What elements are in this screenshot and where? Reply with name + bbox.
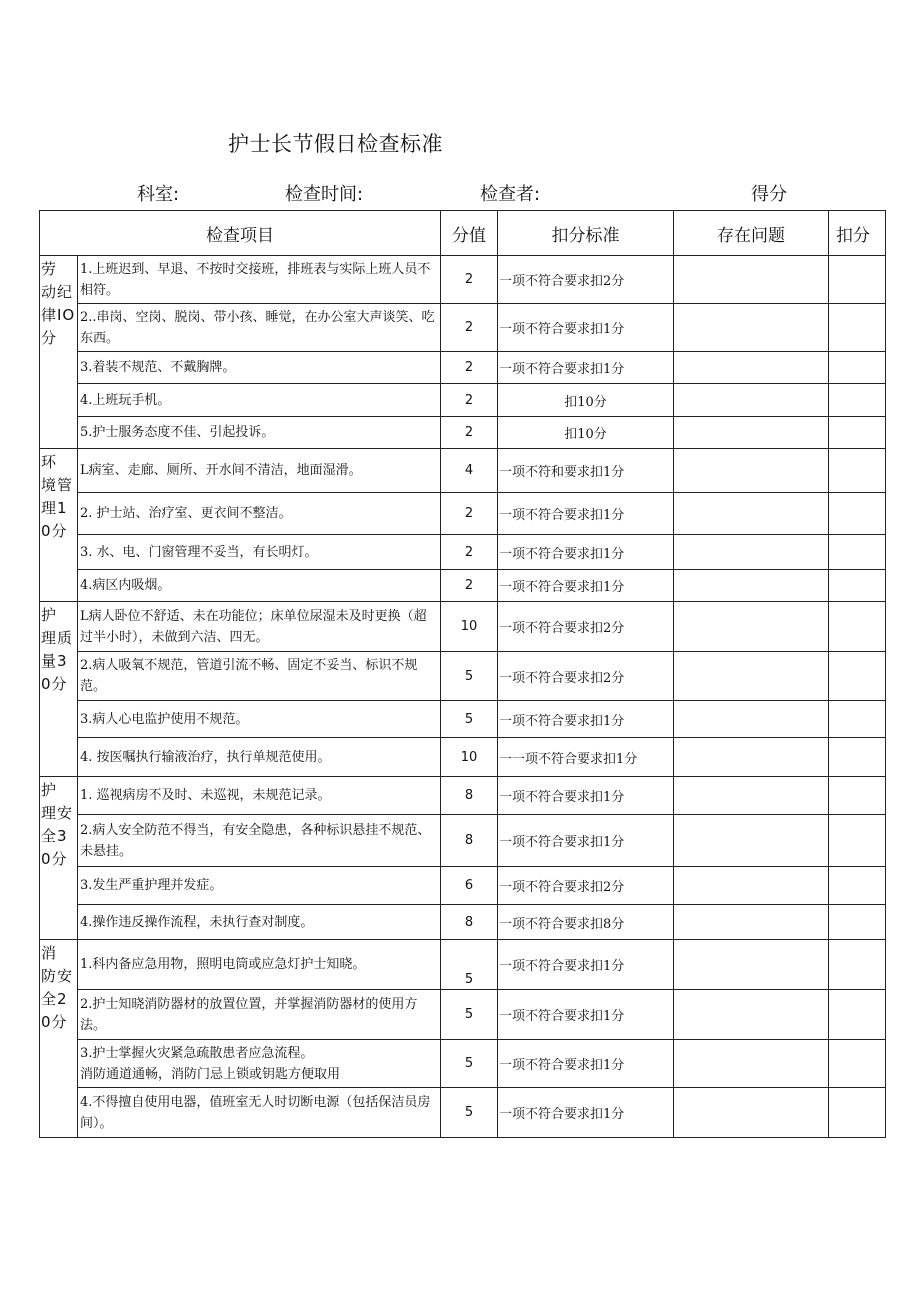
item-value: 2	[441, 535, 498, 570]
issue-cell[interactable]	[674, 652, 829, 701]
table-row	[40, 384, 886, 417]
table-row	[40, 449, 886, 493]
item-value: 5	[441, 701, 498, 738]
deduction-standard: 扣10分	[498, 384, 674, 417]
issue-cell[interactable]	[674, 384, 829, 417]
deduction-standard: 一项不符合要求扣1分	[498, 535, 674, 570]
issue-cell[interactable]	[674, 1088, 829, 1138]
table-row	[40, 493, 886, 535]
deduct-cell[interactable]	[829, 1088, 886, 1138]
check-item: 1.上班迟到、早退、不按时交接班，排班表与实际上班人员不相符。	[78, 256, 441, 304]
issue-cell[interactable]	[674, 535, 829, 570]
category-nursing-quality: 护 理质量30分	[40, 602, 78, 777]
check-item: 2. 护士站、治疗室、更衣间不整洁。	[78, 493, 441, 535]
issue-cell[interactable]	[674, 417, 829, 449]
category-labor-discipline: 劳 动纪律IO分	[40, 256, 78, 449]
issue-cell[interactable]	[674, 777, 829, 815]
deduction-standard: 一项不符合要求扣1分	[498, 352, 674, 384]
issue-cell[interactable]	[674, 493, 829, 535]
table-row	[40, 940, 886, 990]
deduct-cell[interactable]	[829, 352, 886, 384]
check-item: 2.护士知晓消防器材的放置位置，并掌握消防器材的使用方法。	[78, 990, 441, 1040]
issue-cell[interactable]	[674, 256, 829, 304]
deduct-cell[interactable]	[829, 652, 886, 701]
deduction-standard: 一项不符合要求扣1分	[498, 493, 674, 535]
table-header-row	[40, 211, 886, 256]
check-time-label: 检查时间:	[285, 184, 364, 205]
deduction-standard: 一项不符合要求扣1分	[498, 990, 674, 1040]
item-value: 5	[441, 1040, 498, 1088]
item-value: 8	[441, 905, 498, 940]
check-item: 3.发生严重护理并发症。	[78, 867, 441, 905]
check-item: L病人卧位不舒适、未在功能位；床单位尿湿未及时更换（超过半小时），未做到六洁、四无。	[78, 602, 441, 652]
deduction-standard: 一项不符合要求扣1分	[498, 570, 674, 602]
header-deduct: 扣分	[829, 211, 886, 256]
check-item: 3.护士掌握火灾紧急疏散患者应急流程。 消防通道通畅，消防门忌上锁或钥匙方便取用	[78, 1040, 441, 1088]
issue-cell[interactable]	[674, 867, 829, 905]
table-row	[40, 738, 886, 777]
table-row	[40, 815, 886, 867]
issue-cell[interactable]	[674, 570, 829, 602]
table-row	[40, 867, 886, 905]
check-item: 2.病人吸氧不规范，管道引流不畅、固定不妥当、标识不规范。	[78, 652, 441, 701]
check-item: 3.病人心电监护使用不规范。	[78, 701, 441, 738]
check-item: L病室、走廊、厕所、开水间不清洁，地面湿滑。	[78, 449, 441, 493]
deduct-cell[interactable]	[829, 304, 886, 352]
deduct-cell[interactable]	[829, 940, 886, 990]
score-label: 得分	[751, 184, 787, 205]
deduction-standard: 一项不符合要求扣1分	[498, 940, 674, 990]
table-row	[40, 417, 886, 449]
item-value: 2	[441, 493, 498, 535]
deduction-standard: 一项不符合要求扣2分	[498, 256, 674, 304]
item-value: 6	[441, 867, 498, 905]
item-value: 2	[441, 570, 498, 602]
item-value: 10	[441, 602, 498, 652]
issue-cell[interactable]	[674, 990, 829, 1040]
deduction-standard: 一项不符合要求扣1分	[498, 304, 674, 352]
table-row	[40, 777, 886, 815]
deduction-standard: 一项不符合要求扣1分	[498, 777, 674, 815]
check-item: 4.上班玩手机。	[78, 384, 441, 417]
header-issue: 存在问题	[674, 211, 829, 256]
table-row	[40, 652, 886, 701]
deduction-standard: 扣10分	[498, 417, 674, 449]
table-row	[40, 304, 886, 352]
check-item: 1.科内备应急用物，照明电筒或应急灯护士知晓。	[78, 940, 441, 990]
deduct-cell[interactable]	[829, 570, 886, 602]
deduct-cell[interactable]	[829, 384, 886, 417]
deduction-standard: 一项不符合要求扣1分	[498, 1088, 674, 1138]
table-row	[40, 990, 886, 1040]
table-row	[40, 535, 886, 570]
item-value: 2	[441, 417, 498, 449]
issue-cell[interactable]	[674, 1040, 829, 1088]
check-item: 4. 按医嘱执行输液治疗，执行单规范使用。	[78, 738, 441, 777]
deduction-standard: 一项不符合要求扣2分	[498, 602, 674, 652]
issue-cell[interactable]	[674, 449, 829, 493]
table-row	[40, 570, 886, 602]
deduction-standard: 一项不符合要求扣1分	[498, 701, 674, 738]
check-item: 3. 水、电、门窗管理不妥当，有长明灯。	[78, 535, 441, 570]
table-row	[40, 352, 886, 384]
deduct-cell[interactable]	[829, 815, 886, 867]
item-value: 8	[441, 815, 498, 867]
deduction-standard: 一项不符合要求扣8分	[498, 905, 674, 940]
deduction-standard: 一项不符合要求扣2分	[498, 652, 674, 701]
deduct-cell[interactable]	[829, 256, 886, 304]
check-item: 4.不得擅自使用电器，值班室无人时切断电源（包括保洁员房间）。	[78, 1088, 441, 1138]
item-value: 2	[441, 352, 498, 384]
deduct-cell[interactable]	[829, 417, 886, 449]
deduct-cell[interactable]	[829, 535, 886, 570]
deduct-cell[interactable]	[829, 990, 886, 1040]
inspection-table	[39, 210, 886, 1138]
check-item: 2.病人安全防范不得当，有安全隐患，各种标识悬挂不规范、未悬挂。	[78, 815, 441, 867]
deduction-standard: 一项不符合要求扣1分	[498, 1040, 674, 1088]
check-item: 3.着装不规范、不戴胸牌。	[78, 352, 441, 384]
table-row	[40, 602, 886, 652]
header-standard: 扣分标准	[498, 211, 674, 256]
deduct-cell[interactable]	[829, 738, 886, 777]
issue-cell[interactable]	[674, 304, 829, 352]
check-item: 4.操作违反操作流程，未执行查对制度。	[78, 905, 441, 940]
deduction-standard: 一项不符合要求扣2分	[498, 867, 674, 905]
deduct-cell[interactable]	[829, 1040, 886, 1088]
category-fire-safety: 消 防安全20分	[40, 940, 78, 1138]
category-environment: 环 境管理10分	[40, 449, 78, 602]
check-item: 2..串岗、空岗、脱岗、带小孩、睡觉，在办公室大声谈笑、吃东西。	[78, 304, 441, 352]
deduction-standard: 一项不符和要求扣1分	[498, 449, 674, 493]
deduct-cell[interactable]	[829, 701, 886, 738]
item-value: 8	[441, 777, 498, 815]
item-value: 2	[441, 256, 498, 304]
table-row	[40, 701, 886, 738]
issue-cell[interactable]	[674, 352, 829, 384]
check-item: 4.病区内吸烟。	[78, 570, 441, 602]
deduct-cell[interactable]	[829, 777, 886, 815]
deduct-cell[interactable]	[829, 493, 886, 535]
item-value: 2	[441, 384, 498, 417]
issue-cell[interactable]	[674, 738, 829, 777]
category-nursing-safety: 护 理安全30分	[40, 777, 78, 940]
item-value: 5	[441, 990, 498, 1040]
issue-cell[interactable]	[674, 701, 829, 738]
deduction-standard: 一一项不符合要求扣1分	[498, 738, 674, 777]
header-value: 分值	[441, 211, 498, 256]
page-title: 护士长节假日检查标准	[228, 132, 443, 156]
item-value: 10	[441, 738, 498, 777]
issue-cell[interactable]	[674, 602, 829, 652]
deduction-standard: 一项不符合要求扣1分	[498, 815, 674, 867]
deduct-cell[interactable]	[829, 905, 886, 940]
table-row	[40, 905, 886, 940]
issue-cell[interactable]	[674, 905, 829, 940]
check-item: 1. 巡视病房不及时、未巡视，未规范记录。	[78, 777, 441, 815]
item-value: 2	[441, 304, 498, 352]
table-row	[40, 256, 886, 304]
table-row	[40, 1088, 886, 1138]
item-value: 5	[441, 652, 498, 701]
item-value: 5	[441, 1088, 498, 1138]
deduct-cell[interactable]	[829, 602, 886, 652]
table-row	[40, 1040, 886, 1088]
issue-cell[interactable]	[674, 815, 829, 867]
deduct-cell[interactable]	[829, 867, 886, 905]
issue-cell[interactable]	[674, 940, 829, 990]
check-item: 5.护士服务态度不佳、引起投诉。	[78, 417, 441, 449]
header-item: 检查项目	[40, 211, 441, 256]
deduct-cell[interactable]	[829, 449, 886, 493]
item-value: 4	[441, 449, 498, 493]
item-value: 5	[441, 940, 498, 990]
department-label: 科室:	[137, 184, 180, 205]
inspector-label: 检查者:	[480, 184, 541, 205]
